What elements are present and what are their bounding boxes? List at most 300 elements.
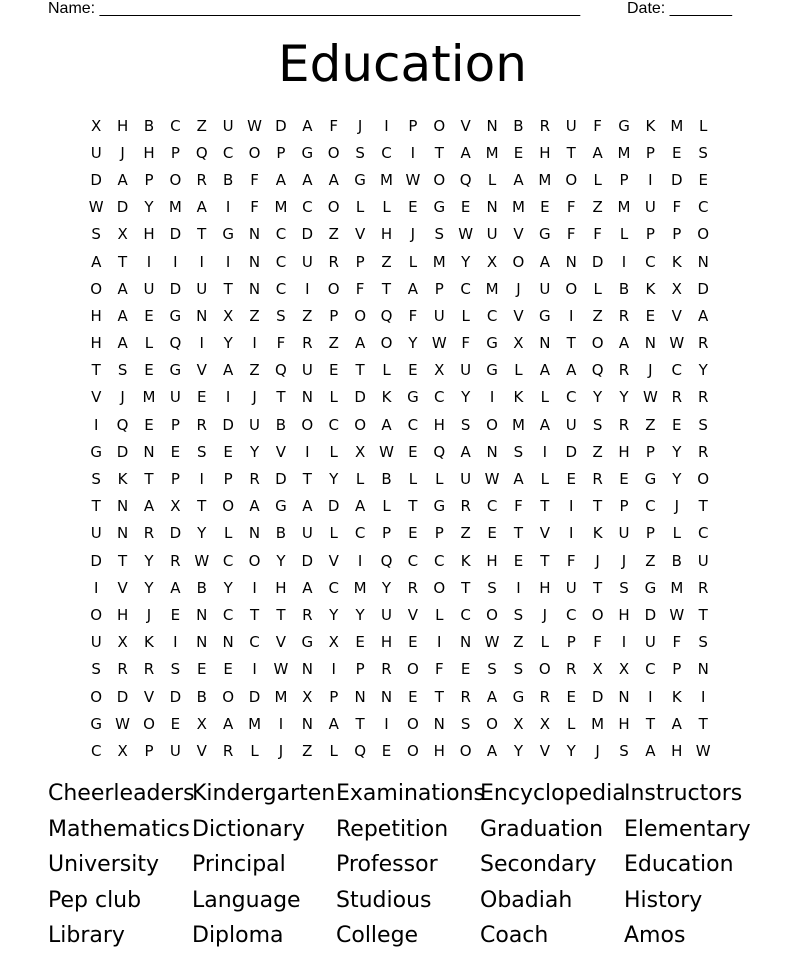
grid-row [83, 194, 743, 221]
grid-letter: N [196, 605, 208, 624]
grid-letter: D [116, 687, 129, 706]
grid-letter: L [144, 334, 154, 353]
grid-letter: V [328, 551, 339, 570]
grid-letter: S [487, 578, 497, 597]
grid-letter: I [93, 415, 99, 434]
grid-row [83, 710, 743, 737]
grid-letter: C [354, 524, 366, 543]
grid-letter: C [407, 415, 419, 434]
grid-letter: A [566, 361, 577, 380]
grid-letter: S [592, 415, 603, 434]
grid-letter: G [275, 497, 287, 516]
grid-letter: N [697, 252, 709, 271]
grid-row [83, 438, 743, 465]
grid-row [83, 221, 743, 248]
grid-letter: E [487, 524, 497, 543]
grid-letter: N [248, 225, 261, 244]
grid-letter: F [566, 225, 576, 244]
grid-letter: L [329, 524, 338, 543]
grid-letter: Q [380, 306, 393, 325]
grid-row [83, 737, 743, 764]
grid-letter: W [115, 714, 130, 733]
grid-letter: G [169, 306, 182, 325]
grid-letter: Y [593, 388, 603, 407]
grid-letter: C [565, 605, 577, 624]
grid-letter: M [353, 578, 367, 597]
grid-letter: E [381, 741, 392, 760]
grid-letter: P [329, 687, 339, 706]
grid-row [83, 302, 743, 329]
grid-letter: E [355, 633, 365, 652]
grid-letter: E [408, 198, 418, 217]
grid-letter: C [170, 116, 181, 135]
grid-letter: E [144, 361, 154, 380]
grid-letter: X [671, 279, 682, 298]
grid-letter: A [117, 279, 128, 298]
grid-letter: C [434, 388, 445, 407]
name-field: Name: ______________________________________________________ [48, 0, 581, 17]
grid-letter: K [592, 524, 603, 543]
grid-letter: Q [433, 442, 446, 461]
grid-letter: T [434, 687, 444, 706]
grid-letter: D [169, 524, 182, 543]
grid-letter: O [433, 116, 446, 135]
grid-letter: A [513, 170, 524, 189]
grid-letter: O [486, 714, 498, 733]
grid-letter: G [486, 361, 498, 380]
grid-letter: C [486, 497, 498, 516]
grid-letter: E [513, 551, 524, 570]
grid-letter: W [273, 660, 289, 679]
grid-letter: E [460, 198, 471, 217]
grid-letter: N [196, 633, 208, 652]
grid-letter: Z [196, 116, 207, 135]
grid-letter: H [618, 714, 630, 733]
grid-letter: N [116, 497, 129, 516]
grid-letter: F [355, 279, 365, 298]
grid-letter: O [512, 252, 525, 271]
grid-letter: H [143, 143, 155, 162]
grid-letter: O [327, 279, 340, 298]
grid-letter: G [90, 714, 102, 733]
grid-letter: F [250, 170, 259, 189]
word-list-item: Amos [624, 923, 686, 948]
grid-letter: V [513, 225, 524, 244]
grid-letter: M [248, 714, 262, 733]
grid-letter: G [644, 470, 657, 489]
grid-letter: U [565, 578, 577, 597]
grid-letter: O [380, 334, 393, 353]
grid-letter: H [380, 633, 393, 652]
grid-letter: T [276, 605, 286, 624]
grid-letter: I [225, 198, 231, 217]
grid-letter: O [565, 279, 578, 298]
grid-letter: S [619, 741, 629, 760]
grid-letter: V [275, 633, 287, 652]
grid-row [83, 493, 743, 520]
grid-letter: E [197, 660, 207, 679]
grid-letter: K [645, 116, 656, 135]
grid-letter: Y [672, 470, 682, 489]
grid-letter: O [406, 714, 419, 733]
grid-letter: N [301, 388, 313, 407]
grid-letter: L [461, 306, 470, 325]
grid-letter: M [670, 578, 684, 597]
grid-letter: C [645, 497, 656, 516]
grid-letter: S [91, 470, 101, 489]
grid-letter: C [275, 225, 287, 244]
grid-letter: C [275, 252, 287, 271]
grid-letter: N [565, 252, 577, 271]
grid-letter: V [91, 388, 102, 407]
grid-letter: F [434, 660, 444, 679]
grid-letter: I [252, 578, 257, 597]
grid-letter: X [539, 714, 550, 733]
grid-letter: P [645, 442, 655, 461]
grid-letter: T [91, 361, 101, 380]
grid-letter: I [93, 578, 99, 597]
grid-letter: R [170, 551, 181, 570]
grid-letter: H [143, 225, 155, 244]
grid-letter: J [146, 605, 152, 624]
grid-letter: R [328, 252, 339, 271]
grid-letter: A [117, 170, 128, 189]
grid-letter: Z [328, 334, 339, 353]
grid-letter: T [408, 497, 418, 516]
grid-letter: N [248, 524, 261, 543]
grid-letter: O [354, 306, 366, 325]
grid-letter: M [617, 143, 631, 162]
grid-letter: I [173, 633, 178, 652]
grid-letter: G [539, 306, 551, 325]
grid-letter: L [487, 170, 497, 189]
grid-letter: G [618, 116, 630, 135]
grid-letter: I [305, 279, 310, 298]
grid-letter: J [120, 388, 125, 407]
grid-letter: A [486, 687, 498, 706]
grid-letter: L [408, 252, 418, 271]
grid-letter: X [117, 225, 128, 244]
grid-letter: M [538, 170, 552, 189]
grid-letter: U [460, 361, 472, 380]
grid-letter: V [513, 306, 524, 325]
grid-letter: S [276, 306, 286, 325]
grid-letter: I [516, 578, 521, 597]
grid-letter: P [672, 225, 682, 244]
grid-letter: P [144, 741, 154, 760]
grid-letter: L [672, 524, 681, 543]
grid-letter: A [143, 497, 155, 516]
grid-letter: X [618, 660, 630, 679]
grid-letter: M [485, 279, 499, 298]
grid-letter: I [384, 714, 389, 733]
grid-letter: P [672, 660, 682, 679]
grid-letter: E [672, 143, 682, 162]
grid-letter: T [355, 361, 365, 380]
grid-letter: D [644, 605, 657, 624]
grid-letter: C [697, 524, 709, 543]
grid-letter: U [460, 470, 472, 489]
grid-letter: T [197, 225, 207, 244]
grid-letter: O [433, 170, 446, 189]
grid-letter: B [618, 279, 630, 298]
grid-letter: O [90, 687, 103, 706]
grid-letter: R [618, 306, 630, 325]
grid-letter: Z [302, 306, 313, 325]
grid-letter: N [486, 442, 498, 461]
grid-letter: M [142, 388, 156, 407]
grid-letter: L [250, 741, 259, 760]
grid-letter: A [698, 306, 709, 325]
grid-letter: S [170, 660, 181, 679]
grid-letter: E [197, 388, 207, 407]
word-list-item: Elementary [624, 816, 751, 842]
grid-letter: R [539, 116, 551, 135]
grid-letter: Z [381, 252, 392, 271]
grid-letter: M [591, 714, 605, 733]
word-list-item: Language [192, 887, 301, 913]
grid-letter: M [274, 687, 288, 706]
grid-letter: S [698, 143, 708, 162]
grid-letter: A [539, 252, 550, 271]
grid-letter: Y [698, 361, 708, 380]
grid-letter: B [223, 170, 234, 189]
grid-letter: M [432, 252, 446, 271]
grid-letter: H [116, 605, 129, 624]
grid-letter: Z [513, 633, 524, 652]
grid-letter: S [513, 660, 524, 679]
grid-letter: C [671, 361, 683, 380]
grid-letter: E [408, 524, 418, 543]
grid-letter: Z [302, 741, 313, 760]
grid-letter: E [619, 470, 629, 489]
grid-letter: I [569, 306, 574, 325]
word-list-item: Dictionary [192, 816, 305, 842]
grid-letter: D [169, 279, 182, 298]
grid-letter: T [144, 470, 154, 489]
grid-letter: T [91, 497, 101, 516]
grid-letter: T [698, 605, 708, 624]
grid-letter: J [357, 116, 363, 135]
grid-letter: N [380, 687, 393, 706]
grid-letter: D [90, 551, 102, 570]
grid-letter: A [354, 497, 366, 516]
grid-letter: R [618, 415, 630, 434]
grid-letter: O [248, 551, 261, 570]
grid-letter: K [381, 388, 392, 407]
grid-letter: H [486, 551, 498, 570]
grid-letter: U [169, 388, 181, 407]
grid-letter: O [327, 198, 340, 217]
grid-letter: I [199, 334, 204, 353]
grid-row [83, 248, 743, 275]
grid-row [83, 330, 743, 357]
grid-letter: Z [249, 361, 260, 380]
grid-letter: L [435, 605, 444, 624]
grid-letter: V [117, 578, 128, 597]
grid-letter: A [223, 361, 234, 380]
grid-letter: T [540, 497, 550, 516]
grid-letter: X [196, 714, 207, 733]
grid-letter: I [621, 252, 627, 271]
grid-letter: T [355, 714, 365, 733]
grid-letter: J [595, 741, 600, 760]
grid-letter: O [222, 497, 235, 516]
word-list-item: Coach [480, 923, 549, 948]
grid-letter: C [434, 551, 445, 570]
grid-letter: L [699, 116, 708, 135]
grid-letter: O [90, 605, 103, 624]
grid-letter: U [565, 415, 577, 434]
grid-letter: W [405, 170, 421, 189]
grid-letter: P [170, 415, 180, 434]
grid-letter: R [671, 388, 682, 407]
grid-letter: I [225, 388, 231, 407]
grid-letter: C [460, 605, 471, 624]
grid-letter: R [381, 660, 392, 679]
grid-letter: U [433, 306, 445, 325]
grid-letter: T [197, 497, 207, 516]
grid-letter: C [407, 551, 419, 570]
grid-letter: T [513, 524, 524, 543]
grid-letter: R [143, 524, 155, 543]
grid-letter: L [593, 279, 602, 298]
grid-letter: U [381, 605, 392, 624]
grid-letter: T [223, 279, 233, 298]
grid-letter: W [88, 198, 104, 217]
grid-letter: E [513, 143, 524, 162]
grid-letter: O [143, 714, 155, 733]
grid-letter: I [357, 551, 363, 570]
grid-letter: E [170, 442, 181, 461]
grid-letter: N [460, 633, 472, 652]
grid-letter: U [90, 633, 102, 652]
grid-letter: E [566, 687, 576, 706]
grid-letter: X [354, 442, 366, 461]
grid-letter: Y [619, 388, 629, 407]
grid-letter: C [328, 415, 339, 434]
grid-letter: P [381, 524, 392, 543]
grid-letter: U [618, 524, 630, 543]
grid-letter: Z [328, 225, 339, 244]
grid-letter: S [91, 660, 101, 679]
grid-letter: X [513, 714, 524, 733]
grid-letter: P [329, 306, 339, 325]
word-list-item: Examinations [336, 781, 485, 806]
grid-letter: B [143, 116, 155, 135]
grid-letter: F [593, 225, 602, 244]
grid-letter: O [538, 660, 551, 679]
grid-letter: D [169, 225, 182, 244]
grid-letter: B [671, 551, 682, 570]
grid-letter: T [118, 551, 128, 570]
grid-letter: O [406, 741, 419, 760]
grid-letter: L [540, 633, 550, 652]
grid-row [83, 112, 743, 139]
grid-letter: D [116, 198, 129, 217]
grid-letter: R [222, 741, 234, 760]
grid-letter: U [486, 225, 498, 244]
grid-letter: B [196, 578, 207, 597]
grid-letter: G [169, 361, 182, 380]
grid-letter: N [248, 279, 261, 298]
grid-letter: K [645, 279, 656, 298]
grid-letter: J [516, 279, 521, 298]
grid-letter: I [542, 442, 548, 461]
word-list-item: History [624, 887, 703, 913]
grid-letter: X [117, 633, 128, 652]
grid-letter: A [671, 714, 682, 733]
grid-letter: M [168, 198, 182, 217]
grid-letter: V [196, 361, 207, 380]
grid-letter: O [222, 687, 235, 706]
grid-letter: W [695, 741, 711, 760]
grid-letter: P [408, 116, 418, 135]
grid-letter: R [196, 415, 207, 434]
grid-letter: N [618, 687, 630, 706]
grid-letter: P [645, 524, 655, 543]
grid-letter: Z [460, 524, 471, 543]
grid-letter: V [460, 116, 471, 135]
grid-letter: G [512, 687, 525, 706]
grid-letter: D [591, 687, 604, 706]
grid-letter: S [698, 415, 708, 434]
grid-letter: P [434, 524, 444, 543]
grid-letter: N [354, 687, 366, 706]
grid-row [83, 520, 743, 547]
grid-letter: T [566, 143, 576, 162]
grid-letter: I [700, 687, 706, 706]
grid-letter: L [223, 524, 233, 543]
grid-letter: P [170, 470, 180, 489]
grid-letter: Z [249, 306, 260, 325]
word-list-item: Diploma [192, 923, 284, 948]
grid-row [83, 357, 743, 384]
grid-letter: E [144, 306, 154, 325]
grid-letter: X [486, 252, 498, 271]
grid-letter: O [459, 741, 472, 760]
grid-letter: Q [380, 551, 393, 570]
grid-letter: I [331, 660, 336, 679]
grid-letter: I [305, 442, 310, 461]
grid-letter: Y [249, 442, 260, 461]
grid-letter: J [278, 741, 284, 760]
grid-letter: P [619, 170, 629, 189]
grid-letter: S [117, 361, 128, 380]
grid-letter: U [301, 524, 313, 543]
grid-letter: O [354, 415, 366, 434]
grid-letter: E [223, 442, 233, 461]
grid-letter: D [671, 170, 683, 189]
grid-letter: S [513, 605, 524, 624]
word-list [48, 778, 768, 956]
grid-letter: D [222, 415, 234, 434]
grid-letter: Q [169, 334, 182, 353]
grid-letter: V [143, 687, 155, 706]
grid-letter: K [117, 470, 128, 489]
grid-letter: A [354, 334, 366, 353]
grid-letter: I [410, 143, 416, 162]
grid-row [83, 166, 743, 193]
grid-row [83, 601, 743, 628]
grid-letter: U [644, 198, 656, 217]
grid-letter: D [275, 116, 287, 135]
grid-letter: Y [329, 605, 339, 624]
grid-letter: O [248, 143, 261, 162]
grid-letter: S [460, 415, 471, 434]
grid-letter: X [117, 741, 128, 760]
grid-letter: N [486, 198, 498, 217]
